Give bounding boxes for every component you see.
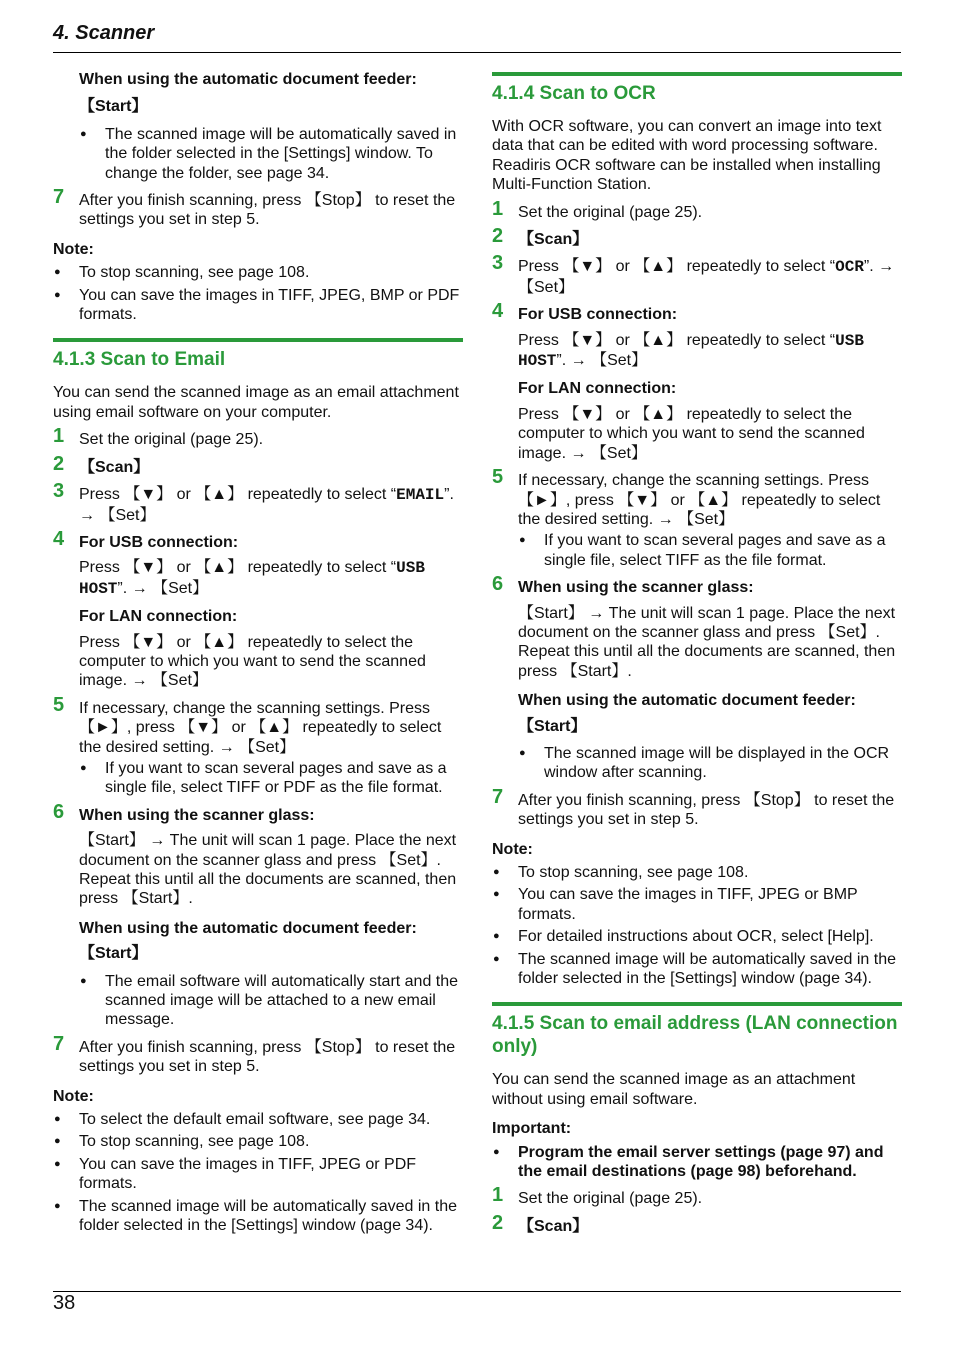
step-number: 2 [492,1211,504,1234]
step-number: 6 [492,573,504,596]
adf-bullet: ● The email software will automatically start and the scanned image will be attached to a new email message. [79,972,463,1030]
left-column [53,70,463,1239]
step-4 [53,527,463,691]
step-6 [492,573,902,736]
step-text: ”. → 【Set】 [556,352,648,370]
step-1 [53,425,463,449]
note-item: ● For detailed instructions about OCR, select [Help]. [492,927,902,946]
step-text: If necessary, change the scanning settings. Press 【►】, press 【▼】 or 【▲】 repeatedly to select the desired setting. → 【Set】 [518,472,881,528]
adf-bullet: ● The scanned image will be displayed in the OCR window after scanning. [518,744,902,783]
step-number: 1 [492,197,504,220]
note-item: ● The scanned image will be automatically saved in the folder selected in the [Settings] window (page 34). [53,1197,463,1236]
section-intro: You can send the scanned image as an email attachment using email software on your computer. [53,384,459,421]
step-7 [492,785,902,830]
note-item: ● To stop scanning, see page 108. [53,1132,463,1151]
step-2 [53,452,463,477]
step-text: ”. → 【Set】 [518,258,895,296]
section-title: 4.1.3 Scan to Email [53,349,226,371]
note-item: ● You can save the images in TIFF, JPEG or BMP formats. [492,885,902,924]
step-7 [53,1032,463,1077]
glass-text: 【Start】 → The unit will scan 1 page. Place the next document on the scanner glass and press 【Set】. Repeat this until all the documents are scanned, then press 【Start】. [79,832,457,908]
section-scan-to-email-address [492,1002,902,1058]
step-number: 5 [492,466,504,489]
note-item: ● To stop scanning, see page 108. [492,863,902,882]
step-text: 【Scan】 [79,458,150,476]
glass-label: When using the scanner glass: [79,806,315,824]
important-item: ● Program the email server settings (page 97) and the email destinations (page 98) beforehand. [492,1143,902,1182]
note-item: ● To select the default email software, see page 34. [53,1110,463,1129]
note-item: ● You can save the images in TIFF, JPEG, BMP or PDF formats. [53,286,463,325]
page-number: 38 [53,1292,76,1314]
step-number: 1 [53,425,65,448]
note-item: ● You can save the images in TIFF, JPEG or PDF formats. [53,1155,463,1194]
step-5-bullet: ● If you want to scan several pages and save as a single file, select TIFF or PDF as the file format. [79,759,463,798]
note-label: Note: [53,240,94,258]
section-intro: With OCR software, you can convert an image into text data that can be edited with word processing software. Readiris OCR software can be installed when installing Multi-Function Station. [492,118,882,194]
usb-label: For USB connection: [518,306,678,324]
step-4 [492,300,902,463]
step-text: Set the original (page 25). [518,1190,703,1208]
step-text: ”. → 【Set】 [117,579,209,597]
section-scan-to-email [53,338,463,371]
step-2 [492,1211,902,1236]
step-text: Press 【▼】 or 【▲】 repeatedly to select “ [79,559,397,577]
menu-value: USB HOST [79,559,425,598]
step-1 [492,1184,902,1208]
lan-label: For LAN connection: [518,380,677,398]
footer-rule [53,1291,901,1292]
step-5 [53,693,463,757]
step-text: 【Scan】 [518,1217,589,1235]
usb-text [79,558,463,599]
step-text: After you finish scanning, press 【Stop】 to reset the settings you set in step 5. [79,192,456,229]
glass-label: When using the scanner glass: [518,579,754,597]
section-scan-to-ocr [492,72,902,105]
step-text: Press 【▼】 or 【▲】 repeatedly to select “ [518,258,836,276]
menu-value: EMAIL [396,486,445,505]
important-label: Important: [492,1120,572,1138]
step-text: 【Scan】 [518,231,589,249]
adf-label: When using the automatic document feeder: [79,71,417,88]
note-item: ● The scanned image will be automatically saved in the folder selected in the [Settings] window (page 34). [492,950,902,989]
adf-label: When using the automatic document feeder: [79,919,417,937]
step-number: 2 [53,452,65,475]
menu-value: OCR [835,258,864,277]
step-text: Press 【▼】 or 【▲】 repeatedly to select “ [518,331,836,349]
step-3 [492,252,902,297]
section-intro: You can send the scanned image as an attachment without using email software. [492,1071,856,1108]
section-title: 4.1.4 Scan to OCR [492,83,656,104]
step-3 [53,480,463,525]
lan-label: For LAN connection: [79,608,238,626]
note-label: Note: [53,1087,94,1105]
menu-value: USB HOST [518,331,864,371]
step-6 [53,800,463,964]
step-number: 3 [492,252,504,275]
note-item: ● To stop scanning, see page 108. [53,263,463,282]
step-text: Press 【▼】 or 【▲】 repeatedly to select “ [79,486,397,504]
chapter-header: 4. Scanner [53,22,155,44]
step-number: 2 [492,225,504,248]
lan-text: Press 【▼】 or 【▲】 repeatedly to select the computer to which you want to send the scanned image. → 【Set】 [518,405,865,462]
lan-text: Press 【▼】 or 【▲】 repeatedly to select the computer to which you want to send the scanned image. → 【Set】 [79,633,426,690]
adf-start: 【Start】 [518,717,587,735]
step-text: If necessary, change the scanning settings. Press 【►】, press 【▼】 or 【▲】 repeatedly to select the desired setting. → 【Set】 [79,699,442,756]
step-1 [492,197,902,222]
step-number: 1 [492,1184,504,1207]
step-5 [492,466,902,529]
step-text: After you finish scanning, press 【Stop】 to reset the settings you set in step 5. [518,791,895,829]
adf-bullet: ● The scanned image will be automatically saved in the folder selected in the [Settings] window. To change the folder, see page 34. [79,125,463,183]
step-number: 5 [53,693,65,716]
step-2 [492,225,902,249]
step-number: 3 [53,480,65,503]
step-7 [53,186,463,230]
right-column [492,70,902,1244]
usb-text [518,331,902,372]
step-number: 7 [53,186,65,209]
step-text: ”. → 【Set】 [79,486,454,524]
step-number: 4 [492,300,504,323]
section-title: 4.1.5 Scan to email address (LAN connection only) [492,1013,898,1058]
step-number: 7 [492,785,504,808]
step-text: After you finish scanning, press 【Stop】 to reset the settings you set in step 5. [79,1038,456,1076]
step-number: 4 [53,527,65,550]
step-5-bullet: ● If you want to scan several pages and save as a single file, select TIFF as the file format. [518,531,902,570]
adf-start: 【Start】 [79,98,148,116]
step-text: Set the original (page 25). [79,431,264,449]
step-number: 7 [53,1032,65,1055]
usb-label: For USB connection: [79,533,239,551]
step-number: 6 [53,800,65,823]
note-label: Note: [492,840,533,858]
adf-label: When using the automatic document feeder: [518,692,856,710]
step-text: Set the original (page 25). [518,203,703,221]
adf-start: 【Start】 [79,945,148,963]
header-rule [53,52,901,53]
glass-text: 【Start】 → The unit will scan 1 page. Place the next document on the scanner glass and press 【Set】. Repeat this until all the documents are scanned, then press 【Start】. [518,604,896,680]
